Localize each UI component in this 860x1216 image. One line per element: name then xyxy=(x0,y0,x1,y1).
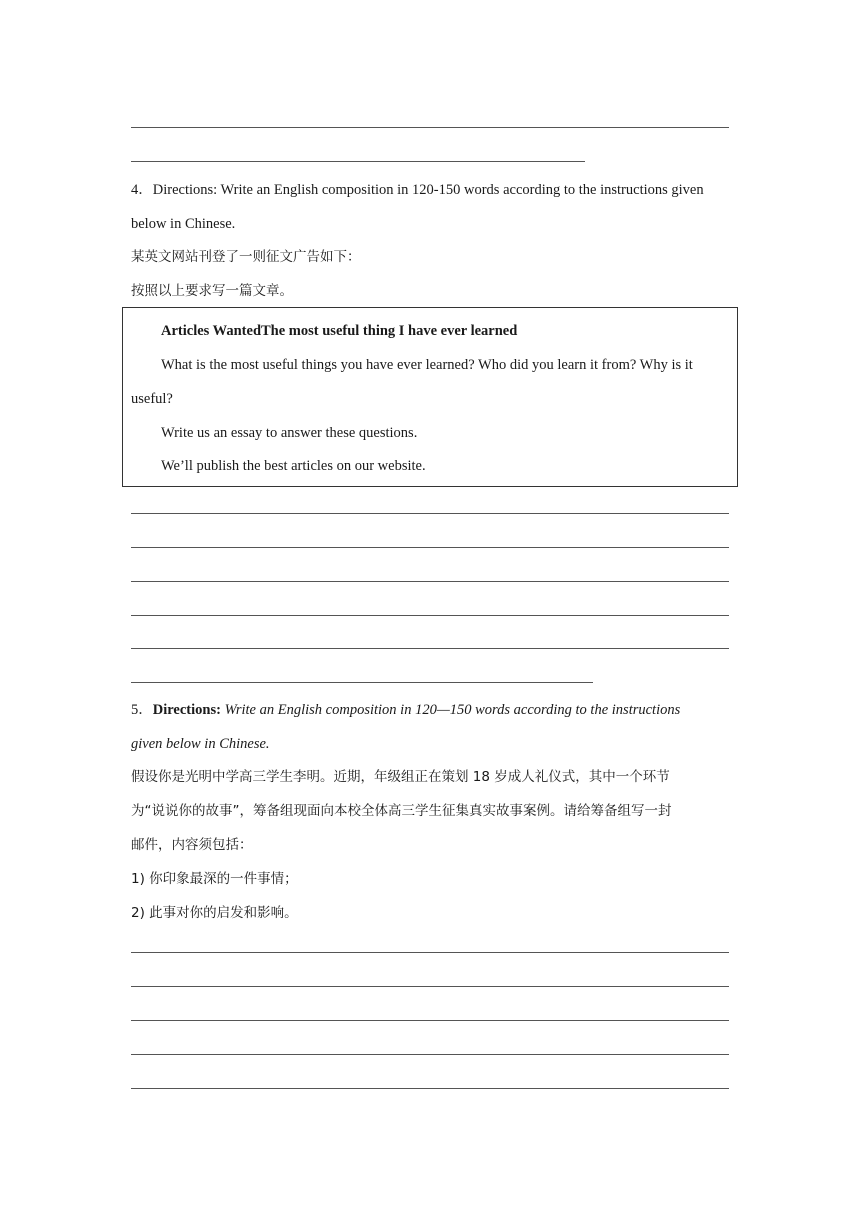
q4-directions-text: Directions: Write an English composition in 120-150 words according to the instructions given xyxy=(152,182,704,198)
q5-chinese-line2: 为“说说你的故事”，筹备组现面向本校全体高三学生征集真实故事案例。请给筹备组写一封 xyxy=(131,803,672,819)
ad-title: Articles WantedThe most useful thing I have ever learned xyxy=(161,323,518,339)
answer-line-short[interactable] xyxy=(131,161,585,162)
answer-line[interactable] xyxy=(131,1020,729,1021)
answer-line[interactable] xyxy=(131,547,729,548)
answer-line-short[interactable] xyxy=(131,682,593,683)
ad-question-line1: What is the most useful things you have ever learned? Who did you learn it from? Why is it xyxy=(161,357,693,373)
answer-line[interactable] xyxy=(131,615,729,616)
q4-chinese-requirement: 按照以上要求写一篇文章。 xyxy=(131,283,293,299)
q5-chinese-line3: 邮件，内容须包括： xyxy=(131,837,253,853)
q5-number: 5． xyxy=(131,702,153,718)
answer-line[interactable] xyxy=(131,581,729,582)
answer-line[interactable] xyxy=(131,1088,729,1089)
q4-directions-line1 xyxy=(131,181,704,199)
q5-directions-line1 xyxy=(131,701,680,719)
q4-chinese-instruction: 某英文网站刊登了一则征文广告如下： xyxy=(131,249,361,265)
q5-chinese-line1: 假设你是光明中学高三学生李明。近期，年级组正在策划 18 岁成人礼仪式，其中一个环节 xyxy=(131,769,670,785)
answer-line[interactable] xyxy=(131,513,729,514)
ad-instruction: Write us an essay to answer these questions. xyxy=(161,425,418,441)
ad-publish-note: We’ll publish the best articles on our website. xyxy=(161,458,426,474)
q5-item-1: 1) 你印象最深的一件事情； xyxy=(131,871,298,887)
answer-line[interactable] xyxy=(131,127,729,128)
q4-directions-line2: below in Chinese. xyxy=(131,216,236,232)
q5-item-2: 2) 此事对你的启发和影响。 xyxy=(131,905,298,921)
q4-number: 4． xyxy=(131,182,153,198)
q5-directions-line2: given below in Chinese. xyxy=(131,736,270,752)
answer-line[interactable] xyxy=(131,648,729,649)
ad-question-line2: useful? xyxy=(131,391,173,407)
q5-directions-label: Directions: xyxy=(152,702,221,718)
answer-line[interactable] xyxy=(131,952,729,953)
answer-line[interactable] xyxy=(131,1054,729,1055)
q5-directions-text: Write an English composition in 120—150 words according to the instructions xyxy=(220,702,681,718)
answer-line[interactable] xyxy=(131,986,729,987)
